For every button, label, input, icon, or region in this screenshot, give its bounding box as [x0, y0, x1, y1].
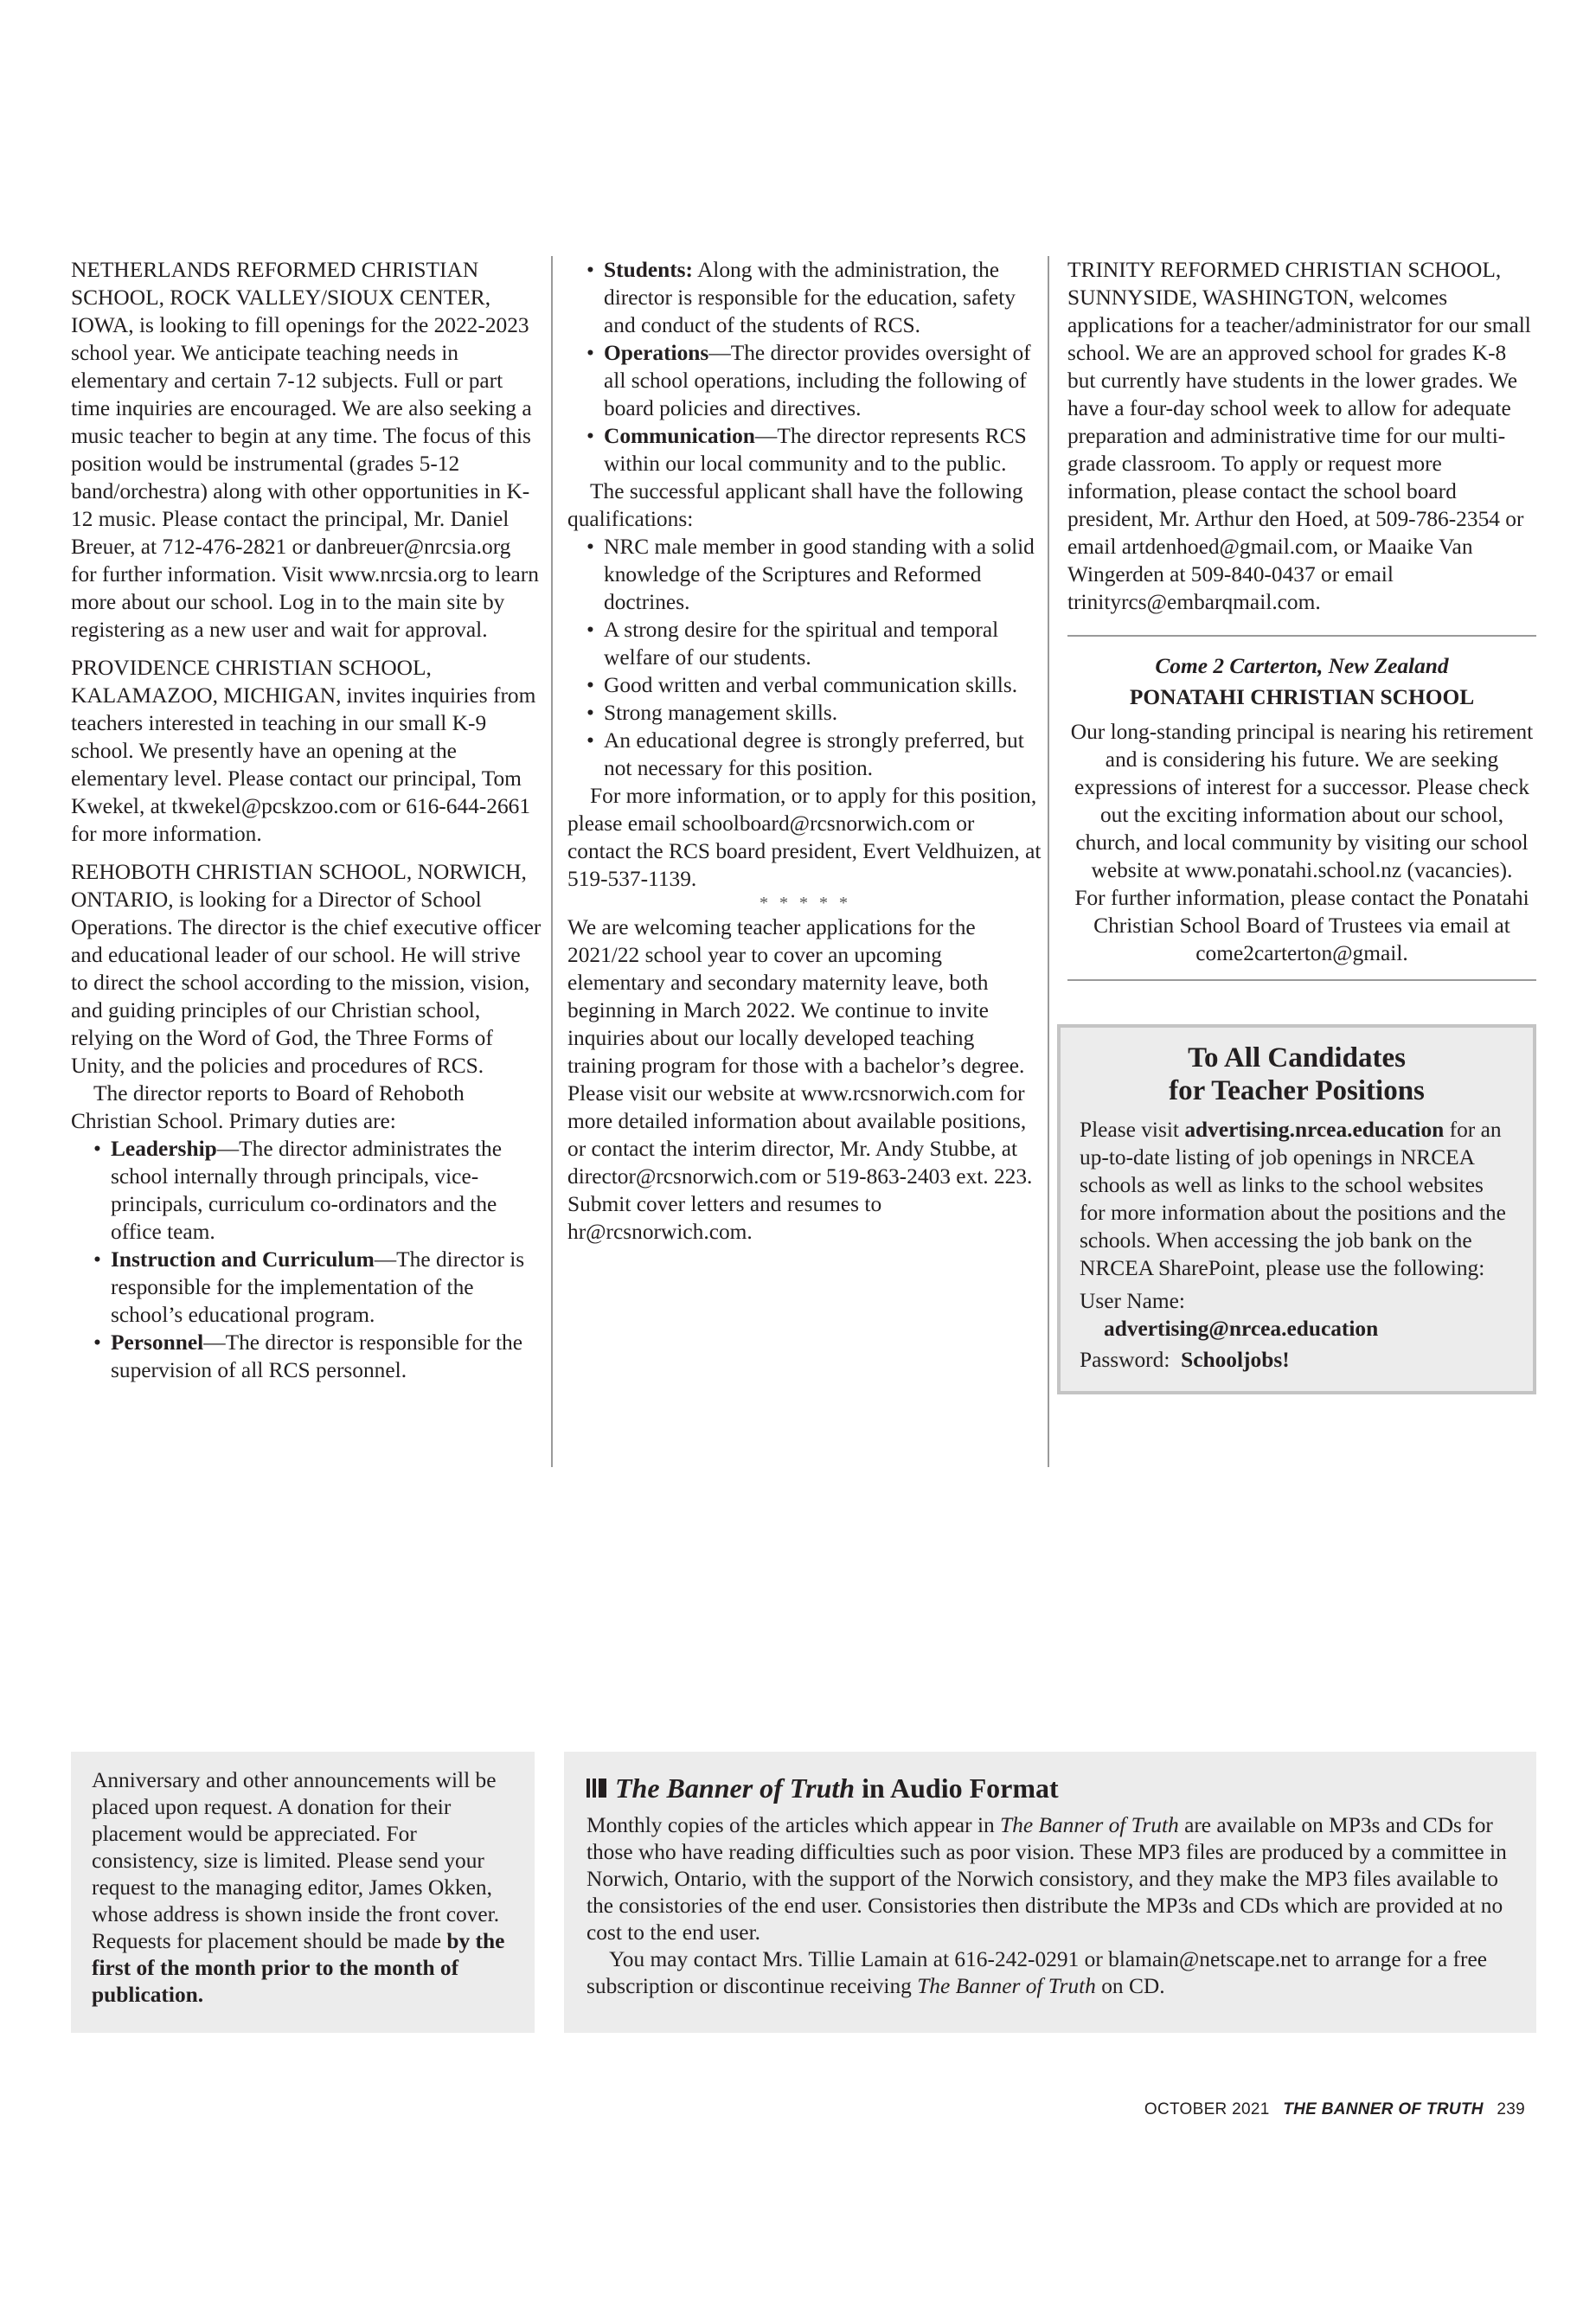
more-info: For more information, or to apply for this position, please email schoolboard@rcsnorwich.com or contact the RCS board president, Evert Veldhuizen, at 519-537-1139. [567, 784, 1042, 891]
ad-netherlands-reformed: NETHERLANDS REFORMED CHRISTIAN SCHOOL, ROCK VALLEY/SIOUX CENTER, IOWA, is looking to fill openings for the 2022-2023 school year. We anticipate teaching needs in elementary and certain 7-12 subjects. Full or part time inquiries are encouraged. We are also seeking a music teacher to begin at any time. The focus of this position would be instrumental (grades 5-12 band/orchestra) along with other opportunities in K-12 music. Please contact the principal, Mr. Daniel Breuer, at 712-476-2821 or danbreuer@nrcsia.org for further information. Visit www.nrcsia.org to learn more about our school. Log in to the main site by registering as a new user and wait for approval. [71, 258, 539, 642]
list-item: • Personnel—The director is responsible for the supervision of all RCS personnel. [111, 1329, 542, 1384]
issue-date: OCTOBER 2021 [1144, 2100, 1270, 2118]
list-item: • Instruction and Curriculum—The director is responsible for the implementation of the school’s educational program. [111, 1246, 542, 1329]
list-item: • NRC male member in good standing with a solid knowledge of the Scriptures and Reformed doctrines. [604, 533, 1043, 616]
username-label: User Name: [1080, 1289, 1185, 1313]
audio-contact: You may contact Mrs. Tillie Lamain at 616-242-0291 or blamain@netscape.net to arrange for a free subscription or discontinue receiving The Banner of Truth on CD. [586, 1947, 1487, 1998]
magazine-name: THE BANNER OF TRUTH [1283, 2100, 1484, 2118]
ponatahi-school: PONATAHI CHRISTIAN SCHOOL [1129, 685, 1475, 709]
column-left [71, 256, 542, 1384]
list-item: • Good written and verbal communication skills. [604, 671, 1043, 699]
divider [1067, 635, 1536, 637]
list-item: • Leadership—The director administrates the school internally through principals, vice-principals, curriculum co-ordinators and the office team. [111, 1135, 542, 1246]
candidates-box [1057, 1024, 1536, 1394]
audio-title: The Banner of Truth in Audio Format [586, 1771, 1514, 1805]
list-item: • Students: Along with the administration, the director is responsible for the education, safety and conduct of the students of RCS. [604, 256, 1043, 339]
list-item: • An educational degree is strongly preferred, but not necessary for this position. [604, 727, 1043, 782]
column-divider [1048, 256, 1049, 1467]
ponatahi-body: Our long-standing principal is nearing his retirement and is considering his future. We are seeking expressions of interest for a successor. Please check out the exciting information about our school, church, and local community by visiting our school website at www.ponatahi.school.nz (vacancies). [1070, 720, 1534, 882]
duties-list-continued [567, 256, 1043, 478]
qualifications-list [567, 533, 1043, 782]
duties-list [71, 1135, 542, 1384]
password-value: Schooljobs! [1181, 1348, 1290, 1372]
qualifications-intro: The successful applicant shall have the following qualifications: [567, 479, 1023, 531]
ad-rehoboth-teachers: We are welcoming teacher applications for the 2021/22 school year to cover an upcoming elementary and secondary maternity leave, both beginning in March 2022. We continue to invite inquiries about our locally developed teaching training program for those with a bachelor’s degree. Please visit our website at www.rcsnorwich.com for more detailed information about available positions, or contact the interim director, Mr. Andy Stubbe, at director@rcsnorwich.com or 519-863-2403 ext. 223. Submit cover letters and resumes to hr@rcsnorwich.com. [567, 915, 1033, 1244]
announcements-box: Anniversary and other announcements will be placed upon request. A donation for their placement would be appreciated. For consistency, size is limited. Please send your request to the managing editor, James Okken, whose address is shown inside the front cover. Requests for placement should be made by the first of the month prior to the month of publication. [71, 1752, 535, 2033]
page-number: 239 [1497, 2100, 1525, 2118]
ponatahi-location: Come 2 Carterton, New Zealand [1155, 654, 1449, 678]
section-separator: * * * * * [760, 894, 851, 913]
page-footer [1144, 2100, 1525, 2119]
list-item: • Communication—The director represents RCS within our local community and to the public. [604, 422, 1043, 478]
column-divider [551, 256, 553, 1467]
job-bank-link[interactable]: advertising.nrcea.education [1184, 1118, 1445, 1142]
audio-bars-icon [586, 1779, 606, 1798]
ad-rehoboth-reports: The director reports to Board of Rehoboth Christian School. Primary duties are: [71, 1081, 465, 1133]
column-middle [567, 256, 1043, 1246]
password-row: Password: Schooljobs! [1080, 1348, 1290, 1372]
list-item: • A strong desire for the spiritual and temporal welfare of our students. [604, 616, 1043, 671]
divider [1067, 979, 1536, 981]
list-item: • Strong management skills. [604, 699, 1043, 727]
audio-body: Monthly copies of the articles which appear in The Banner of Truth are available on MP3s and CDs for those who have reading difficulties such as poor vision. These MP3 files are produced by a committee in Norwich, Ontario, with the support of the Norwich consistory, and they make the MP3 files available to the consistories of the end user. Consistories then distribute the MP3s and CDs which are provided at no cost to the end user. [586, 1813, 1507, 1945]
audio-format-box [564, 1752, 1536, 2033]
ponatahi-further: For further information, please contact the Ponatahi Christian School Board of Trustees via email at come2carterton@gmail. [1074, 886, 1529, 965]
ad-ponatahi [1067, 652, 1536, 967]
list-item: • Operations—The director provides oversight of all school operations, including the following of board policies and directives. [604, 339, 1043, 422]
ad-providence: PROVIDENCE CHRISTIAN SCHOOL, KALAMAZOO, MICHIGAN, invites inquiries from teachers interested in teaching in our small K-9 school. We presently have an opening at the elementary level. Please contact our principal, Tom Kwekel, at tkwekel@pcskzoo.com or 616-644-2661 for more information. [71, 656, 536, 846]
candidates-body: Please visit advertising.nrcea.education for an up-to-date listing of job openings in NRCEA schools as well as links to the school websites for more information about the positions and the schools. When accessing the job bank on the NRCEA SharePoint, please use the following: [1080, 1118, 1506, 1280]
username-value: advertising@nrcea.education [1104, 1317, 1379, 1341]
column-right [1067, 256, 1536, 1394]
ad-rehoboth-intro: REHOBOTH CHRISTIAN SCHOOL, NORWICH, ONTARIO, is looking for a Director of School Operations. The director is the chief executive officer and educational leader of our school. He will strive to direct the school according to the mission, vision, and guiding principles of our Christian school, relying on the Word of God, the Three Forms of Unity, and the policies and procedures of RCS. [71, 860, 542, 1078]
ad-trinity: TRINITY REFORMED CHRISTIAN SCHOOL, SUNNYSIDE, WASHINGTON, welcomes applications for a teacher/administrator for our small school. We are an approved school for grades K-8 but currently have students in the lower grades. We have a four-day school week to allow for adequate preparation and administrative time for our multi-grade classroom. To apply or request more information, please contact the school board president, Mr. Arthur den Hoed, at 509-786-2354 or email artdenhoed@gmail.com, or Maaike Van Wingerden at 509-840-0437 or email trinityrcs@embarqmail.com. [1067, 258, 1531, 614]
candidates-title: To All Candidates for Teacher Positions [1169, 1042, 1425, 1106]
